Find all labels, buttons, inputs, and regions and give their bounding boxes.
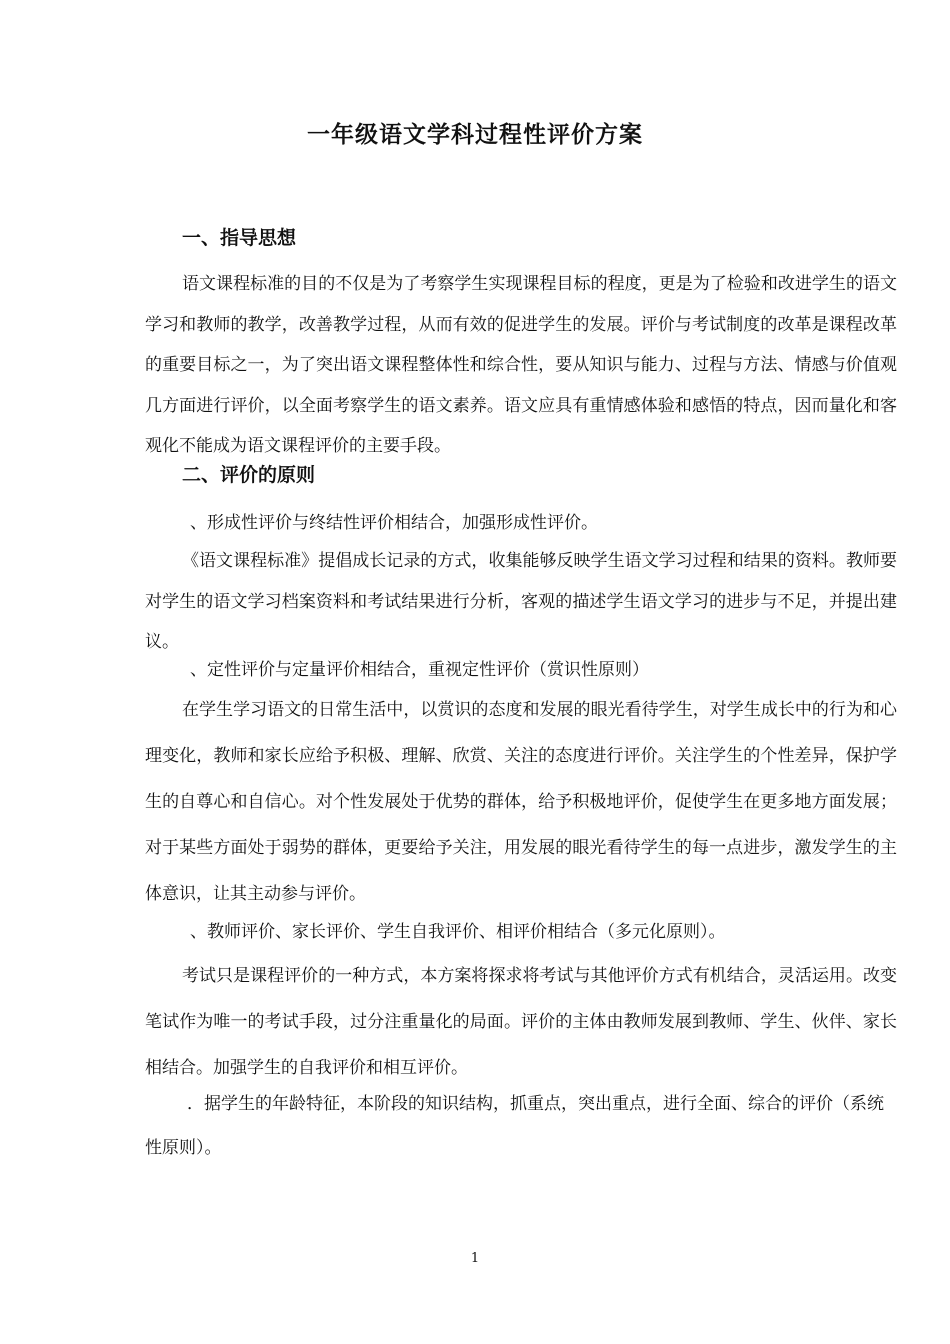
principle-2-title: 、定性评价与定量评价相结合，重视定性评价（赏识性原则） xyxy=(190,660,649,680)
section-heading-evaluation-principles: 二、评价的原则 xyxy=(182,464,316,486)
principle-1-body: 《语文课程标准》提倡成长记录的方式，收集能够反映学生语文学习过程和结果的资料。教师要对学生的语文学习档案资料和考试结果进行分析，客观的描述学生语文学习的进步与不足，并提出建议。 xyxy=(145,551,897,652)
section-heading-guiding-ideology: 一、指导思想 xyxy=(182,227,297,249)
guiding-ideology-paragraph: 语文课程标准的目的不仅是为了考察学生实现课程目标的程度，更是为了检验和改进学生的语文学习和教师的教学，改善教学过程，从而有效的促进学生的发展。评价与考试制度的改革是课程改革的重要目标之一，为了突出语文课程整体性和综合性，要从知识与能力、过程与方法、情感与价值观几方面进行评价，以全面考察学生的语文素养。语文应具有重情感体验和感悟的特点，因而量化和客观化不能成为语文课程评价的主要手段。 xyxy=(145,274,897,456)
principle-4-title: ．据学生的年龄特征，本阶段的知识结构，抓重点，突出重点，进行全面、综合的评价（系统性原则）。 xyxy=(145,1094,884,1158)
page-number: 1 xyxy=(470,1251,480,1266)
principle-3-body: 考试只是课程评价的一种方式，本方案将探求将考试与其他评价方式有机结合，灵活运用。改变笔试作为唯一的考试手段，过分注重量化的局面。评价的主体由教师发展到教师、学生、伙伴、家长相结合。加强学生的自我评价和相互评价。 xyxy=(145,966,897,1078)
document-title: 一年级语文学科过程性评价方案 xyxy=(307,122,643,148)
principle-3-title: 、教师评价、家长评价、学生自我评价、相评价相结合（多元化原则）。 xyxy=(190,922,726,942)
principle-1-title: 、形成性评价与终结性评价相结合，加强形成性评价。 xyxy=(190,513,598,533)
principle-2-body: 在学生学习语文的日常生活中，以赏识的态度和发展的眼光看待学生，对学生成长中的行为和心理变化，教师和家长应给予积极、理解、欣赏、关注的态度进行评价。关注学生的个性差异，保护学生的自尊心和自信心。对个性发展处于优势的群体，给予积极地评价，促使学生在更多地方面发展；对于某些方面处于弱势的群体，更要给予关注，用发展的眼光看待学生的每一点进步，激发学生的主体意识，让其主动参与评价。 xyxy=(145,700,897,904)
